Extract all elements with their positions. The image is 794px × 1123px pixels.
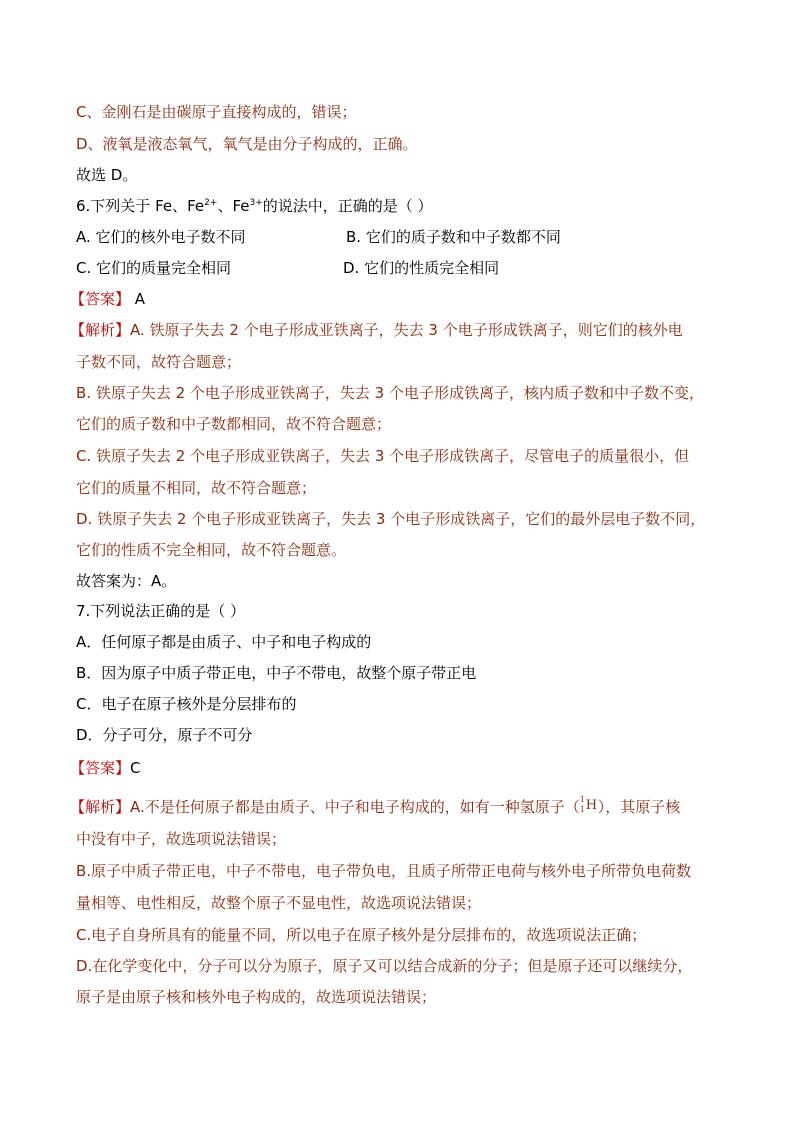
q7-analysis-c: C.电子自身所具有的能量不同，所以电子在原子核外是分层排布的，故选项说法正确； xyxy=(76,926,647,944)
isotope-atomic-number: 1 xyxy=(579,805,585,814)
q6-analysis-a xyxy=(70,320,720,340)
q6-conclusion: 故答案为：A。 xyxy=(76,572,177,590)
q7-analysis-a-cont: 中没有中子，故选项说法错误； xyxy=(76,830,287,848)
q7-analysis-b: B.原子中质子带正电，中子不带电，电子带负电，且质子所带正电荷与核外电子所带负电荷数 xyxy=(76,862,692,880)
q6-charge-superscript: 3+ xyxy=(249,198,263,208)
q6-answer xyxy=(70,289,720,309)
q6-stem-part: 、Fe xyxy=(217,197,250,215)
q6-analysis-b: B. 铁原子失去 2 个电子形成亚铁离子，失去 3 个电子形成铁离子，核内质子数和中子数不变， xyxy=(76,384,704,402)
q6-analysis-c-cont: 它们的质量不相同，故不符合题意； xyxy=(76,479,317,497)
q6-analysis-d: D. 铁原子失去 2 个电子形成亚铁离子，失去 3 个电子形成铁离子，它们的最外层电子数不同， xyxy=(76,510,706,528)
q7-option-d: D．分子可分，原子不可分 xyxy=(76,726,253,744)
q6-analysis-b-cont: 它们的质子数和中子数都相同，故不符合题意； xyxy=(76,415,392,433)
q6-option-b: B. 它们的质子数和中子数都不同 xyxy=(346,228,561,246)
q6-option-c: C. 它们的质量完全相同 xyxy=(76,259,232,277)
q6-analysis-d-cont: 它们的性质不完全相同，故不符合题意。 xyxy=(76,541,347,559)
hydrogen-isotope-notation xyxy=(580,797,598,815)
analysis-text: ），其原子核 xyxy=(597,798,681,816)
q7-analysis-a xyxy=(70,797,720,817)
analysis-label: 【解析】 xyxy=(70,321,131,339)
q7-option-c: C．电子在原子核外是分层排布的 xyxy=(76,695,297,713)
analysis-text: A.不是任何原子都是由质子、中子和电子构成的，如有一种氢原子（ xyxy=(130,798,580,816)
q7-analysis-b-cont: 量相等、电性相反，故整个原子不显电性，故选项说法错误； xyxy=(76,894,482,912)
prev-option-c-explanation: C、金刚石是由碳原子直接构成的，错误； xyxy=(76,103,357,121)
q6-analysis-c: C. 铁原子失去 2 个电子形成亚铁离子，失去 3 个电子形成铁离子，尽管电子的质量很小，但 xyxy=(76,447,690,465)
answer-value: C xyxy=(130,759,141,777)
q6-stem xyxy=(76,196,726,216)
q7-analysis-d-cont: 原子是由原子核和核外电子构成的，故选项说法错误； xyxy=(76,988,437,1006)
isotope-symbol: H xyxy=(585,798,598,813)
q6-analysis-a-cont: 子数不同，故符合题意； xyxy=(76,353,242,371)
q6-stem-part: 的说法中，正确的是（ ） xyxy=(262,197,433,215)
q7-stem: 7.下列说法正确的是（ ） xyxy=(76,602,246,620)
q7-answer xyxy=(70,758,720,778)
answer-value: A xyxy=(130,290,146,308)
q6-option-a: A. 它们的核外电子数不同 xyxy=(76,228,246,246)
isotope-mass-number: 1 xyxy=(579,795,585,804)
analysis-text: A. 铁原子失去 2 个电子形成亚铁离子，失去 3 个电子形成铁离子，则它们的核外电 xyxy=(130,321,683,339)
q7-analysis-d: D.在化学变化中，分子可以分为原子，原子又可以结合成新的分子；但是原子还可以继续分， xyxy=(76,957,693,975)
prev-conclusion: 故选 D。 xyxy=(76,166,138,184)
prev-option-d-explanation: D、液氧是液态氧气，氧气是由分子构成的，正确。 xyxy=(76,135,418,153)
q7-option-b: B．因为原子中质子带正电，中子不带电，故整个原子带正电 xyxy=(76,664,477,682)
answer-label: 【答案】 xyxy=(70,759,131,777)
q7-option-a: A．任何原子都是由质子、中子和电子构成的 xyxy=(76,633,372,651)
q6-stem-part: 6.下列关于 Fe、Fe xyxy=(76,197,205,215)
analysis-label: 【解析】 xyxy=(70,798,131,816)
answer-label: 【答案】 xyxy=(70,290,131,308)
q6-option-d: D. 它们的性质完全相同 xyxy=(343,259,500,277)
q6-charge-superscript: 2+ xyxy=(204,198,218,208)
